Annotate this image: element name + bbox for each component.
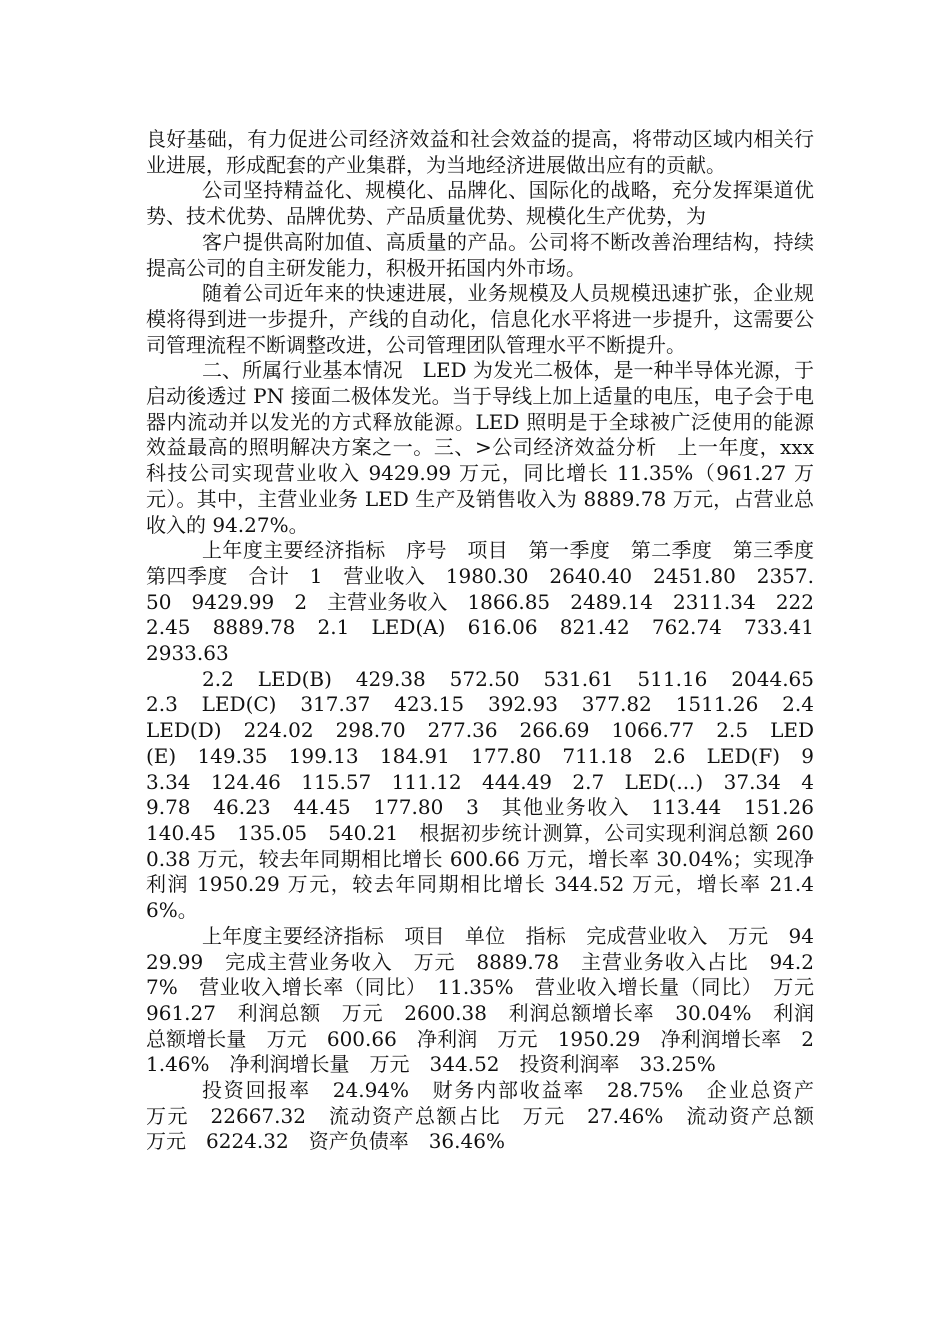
paragraph: 上年度主要经济指标 序号 项目 第一季度 第二季度 第三季度 第四季度 合计 1 营业收入 1980.30 2640.40 2451.80 2357.50 9429.99 2 主营业务收入 1866.85 2489.14 2311.34 2222.45 8889.78 2.1 LED(A) 616.06 821.42 762.74 733.41 2933.63 bbox=[146, 538, 834, 666]
paragraph: 良好基础，有力促进公司经济效益和社会效益的提高，将带动区域内相关行业进展，形成配套的产业集群，为当地经济进展做出应有的贡献。 bbox=[146, 127, 814, 177]
paragraph: 上年度主要经济指标 项目 单位 指标 完成营业收入 万元 9429.99 完成主营业务收入 万元 8889.78 主营业务收入占比 94.27% 营业收入增长率（同比） 11.35% 营业收入增长量（同比） 万元 961.27 利润总额 万元 2600.38 利润总额增长率 30.04% 利润总额增长量 万元 600.66 净利润 万元 1950.29 净利润增长率 21.46% 净利润增长量 万元 344.52 投资利润率 33.25% bbox=[146, 923, 834, 1077]
document-body bbox=[146, 127, 834, 1155]
paragraph: 投资回报率 24.94% 财务内部收益率 28.75% 企业总资产 万元 22667.32 流动资产总额占比 万元 27.46% 流动资产总额 万元 6224.32 资产负债率 36.46% bbox=[146, 1078, 834, 1154]
paragraph: 2.2 LED(B) 429.38 572.50 531.61 511.16 2044.65 2.3 LED(C) 317.37 423.15 392.93 377.82 1511.26 2.4 LED(D) 224.02 298.70 277.36 266.69 1066.77 2.5 LED(E) 149.35 199.13 184.91 177.80 711.18 2.6 LED(F) 93.34 124.46 115.57 111.12 444.49 2.7 LED(...) 37.34 49.78 46.23 44.45 177.80 3 其他业务收入 113.44 151.26 140.45 135.05 540.21 根据初步统计测算，公司实现利润总额 2600.38 万元，较去年同期相比增长 600.66 万元，增长率 30.04%；实现净利润 1950.29 万元，较去年同期相比增长 344.52 万元，增长率 21.46%。 bbox=[146, 666, 834, 923]
paragraph: 公司坚持精益化、规模化、品牌化、国际化的战略，充分发挥渠道优势、技术优势、品牌优势、产品质量优势、规模化生产优势，为 bbox=[146, 178, 814, 229]
paragraph: 二、所属行业基本情况 LED 为发光二极体，是一种半导体光源，于启动後透过 PN 接面二极体发光。当于导线上加上适量的电压，电子会于电器内流动并以发光的方式释放能源。LED 照明是于全球被广泛使用的能源效益最高的照明解决方案之一。三、>公司经济效益分析 上一年度，xxx 科技公司实现营业收入 9429.99 万元，同比增长 11.35%（961.27 万元）。其中，主营业业务 LED 生产及销售收入为 8889.78 万元，占营业总收入的 94.27%。 bbox=[146, 358, 814, 537]
paragraph: 随着公司近年来的快速进展，业务规模及人员规模迅速扩张，企业规模将得到进一步提升，产线的自动化，信息化水平将进一步提升，这需要公司管理流程不断调整改进，公司管理团队管理水平不断提升。 bbox=[146, 281, 814, 357]
paragraph: 客户提供高附加值、高质量的产品。公司将不断改善治理结构，持续提高公司的自主研发能力，积极开拓国内外市场。 bbox=[146, 229, 814, 280]
